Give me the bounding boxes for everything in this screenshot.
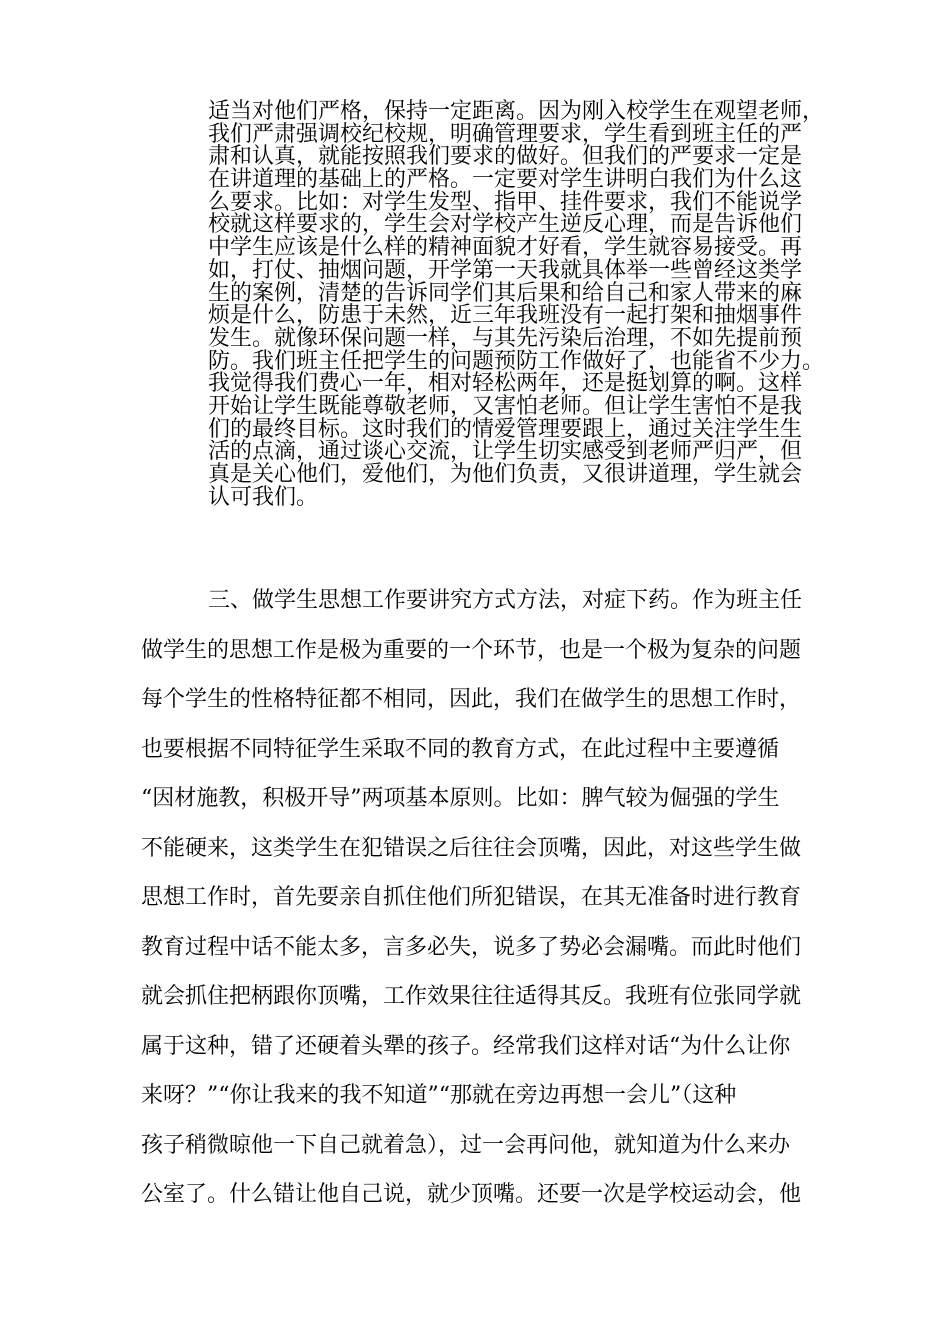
text-line: 活的点滴，通过谈心交流，让学生切实感受到老师严归严，但	[208, 439, 803, 465]
text-line: “因材施教，积极开导”两项基本原则。比如：脾气较为倔强的学生	[141, 786, 780, 811]
text-line: 公室了。什么错让他自己说，就少顶嘴。还要一次是学校运动会，他	[141, 1182, 802, 1207]
text-line: 们的最终目标。这时我们的情爱管理要跟上，通过关注学生生	[208, 416, 803, 442]
text-line: 每个学生的性格特征都不相同，因此，我们在做学生的思想工作时，	[141, 687, 802, 712]
text-line: 来呀？”“你让我来的我不知道”“那就在旁边再想一会儿”（这种	[141, 1083, 737, 1108]
dense-paragraph-block	[208, 101, 838, 509]
text-line: 我觉得我们费心一年，相对轻松两年，还是挺划算的啊。这样	[208, 371, 803, 397]
text-line: 属于这种，错了还硬着头犟的孩子。经常我们这样对话“为什么让你	[141, 1033, 791, 1059]
text-line: 适当对他们严格，保持一定距离。因为刚入校学生在观望老师，	[208, 99, 825, 124]
text-line: 真是关心他们，爱他们，为他们负责，又很讲道理，学生就会	[208, 462, 803, 487]
text-line: 中学生应该是什么样的精神面貌才好看，学生就容易接受。再	[208, 235, 803, 261]
text-line: 如，打仗、抽烟问题，开学第一天我就具体举一些曾经这类学	[208, 257, 803, 283]
text-line: 认可我们。	[208, 484, 319, 510]
text-line: 肃和认真，就能按照我们要求的做好。但我们的严要求一定是	[208, 144, 803, 170]
text-line: 教育过程中话不能太多，言多必失，说多了势必会漏嘴。而此时他们	[141, 934, 802, 960]
text-line: 开始让学生既能尊敬老师，又害怕老师。但让学生害怕不是我	[208, 393, 803, 419]
section-three-paragraph	[141, 576, 841, 1220]
text-line: 做学生的思想工作是极为重要的一个环节，也是一个极为复杂的问题	[141, 637, 802, 663]
text-line: 么要求。比如：对学生发型、指甲、挂件要求，我们不能说学	[208, 189, 803, 215]
text-line: 防。我们班主任把学生的问题预防工作做好了，也能省不少力。	[208, 348, 825, 374]
text-line: 生的案例，清楚的告诉同学们其后果和给自己和家人带来的麻	[208, 280, 803, 306]
text-line: 孩子稍微晾他一下自己就着急），过一会再问他，就知道为什么来办	[141, 1132, 791, 1158]
text-line: 发生。就像环保问题一样，与其先污染后治理，不如先提前预	[208, 325, 803, 351]
text-line: 也要根据不同特征学生采取不同的教育方式，在此过程中主要遵循	[141, 736, 780, 762]
text-line: 就会抓住把柄跟你顶嘴，工作效果往往适得其反。我班有位张同学就	[141, 984, 802, 1009]
text-line: 不能硬来，这类学生在犯错误之后往往会顶嘴，因此，对这些学生做	[141, 835, 802, 861]
text-line: 我们严肃强调校纪校规，明确管理要求，学生看到班主任的严	[208, 121, 803, 147]
text-line: 烦是什么，防患于未然，近三年我班没有一起打架和抽烟事件	[208, 303, 803, 329]
section-heading-line: 三、做学生思想工作要讲究方式方法，对症下药。作为班主任	[208, 588, 803, 613]
text-line: 思想工作时，首先要亲自抓住他们所犯错误，在其无准备时进行教育	[141, 885, 802, 910]
text-line: 在讲道理的基础上的严格。一定要对学生讲明白我们为什么这	[208, 167, 803, 193]
text-line: 校就这样要求的，学生会对学校产生逆反心理，而是告诉他们	[208, 212, 803, 238]
